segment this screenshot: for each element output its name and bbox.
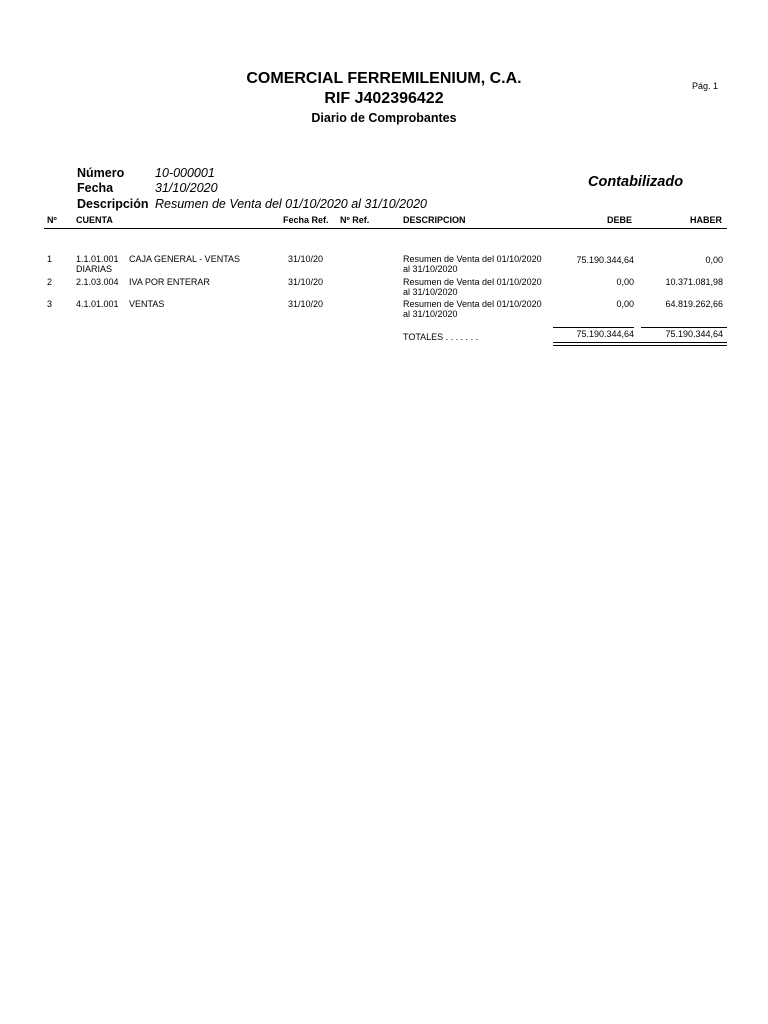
descripcion-value: Resumen de Venta del 01/10/2020 al 31/10/2020 xyxy=(155,197,427,211)
entry-description-continued: al 31/10/2020 xyxy=(403,309,458,319)
col-header-fecha-ref: Fecha Ref. xyxy=(283,215,329,225)
account-code: 2.1.03.004 xyxy=(76,277,119,287)
col-header-haber: HABER xyxy=(689,215,722,225)
status-label: Contabilizado xyxy=(588,174,684,190)
entry-description-continued: al 31/10/2020 xyxy=(403,264,458,274)
report-title: Diario de Comprobantes xyxy=(311,111,457,125)
account-name: VENTAS xyxy=(129,299,165,309)
debe-amount: 0,00 xyxy=(616,299,634,309)
debe-amount: 0,00 xyxy=(616,277,634,287)
account-code: 4.1.01.001 xyxy=(76,299,119,309)
account-name-continued: DIARIAS xyxy=(76,264,113,274)
row-number: 2 xyxy=(47,277,53,287)
col-header-n-ref: Nº Ref. xyxy=(340,215,370,225)
col-header-n: Nº xyxy=(47,215,57,225)
haber-amount: 10.371.081,98 xyxy=(665,277,723,287)
haber-amount: 0,00 xyxy=(705,255,723,265)
account-code: 1.1.01.001 xyxy=(76,254,119,264)
ref-date: 31/10/20 xyxy=(288,254,324,264)
totals-rule-haber xyxy=(641,327,727,328)
numero-label: Número xyxy=(77,166,125,180)
company-name: COMERCIAL FERREMILENIUM, C.A. xyxy=(246,70,522,87)
page-number: Pág. 1 xyxy=(692,81,719,91)
entry-description-continued: al 31/10/2020 xyxy=(403,287,458,297)
totals-haber: 75.190.344,64 xyxy=(665,329,723,339)
entry-description: Resumen de Venta del 01/10/2020 xyxy=(403,277,542,287)
totals-double-rule-top xyxy=(553,342,727,343)
row-number: 1 xyxy=(47,254,53,264)
totals-rule-debe xyxy=(553,327,634,328)
col-header-descripcion: DESCRIPCION xyxy=(403,215,466,225)
header-rule xyxy=(44,228,727,229)
fecha-label: Fecha xyxy=(77,181,114,195)
company-rif: RIF J402396422 xyxy=(324,90,444,107)
fecha-value: 31/10/2020 xyxy=(155,181,218,195)
row-number: 3 xyxy=(47,299,53,309)
account-name: CAJA GENERAL - VENTAS xyxy=(129,254,241,264)
col-header-debe: DEBE xyxy=(606,215,632,225)
col-header-cuenta: CUENTA xyxy=(76,215,113,225)
entry-description: Resumen de Venta del 01/10/2020 xyxy=(403,299,542,309)
ref-date: 31/10/20 xyxy=(288,277,324,287)
account-name: IVA POR ENTERAR xyxy=(129,277,210,287)
debe-amount: 75.190.344,64 xyxy=(576,255,634,265)
haber-amount: 64.819.262,66 xyxy=(665,299,723,309)
entry-description: Resumen de Venta del 01/10/2020 xyxy=(403,254,542,264)
totals-debe: 75.190.344,64 xyxy=(576,329,634,339)
descripcion-label: Descripción xyxy=(77,197,149,211)
numero-value: 10-000001 xyxy=(155,166,215,180)
totals-label: TOTALES . . . . . . . xyxy=(403,332,479,342)
totals-double-rule-bottom xyxy=(553,345,727,346)
ref-date: 31/10/20 xyxy=(288,299,324,309)
